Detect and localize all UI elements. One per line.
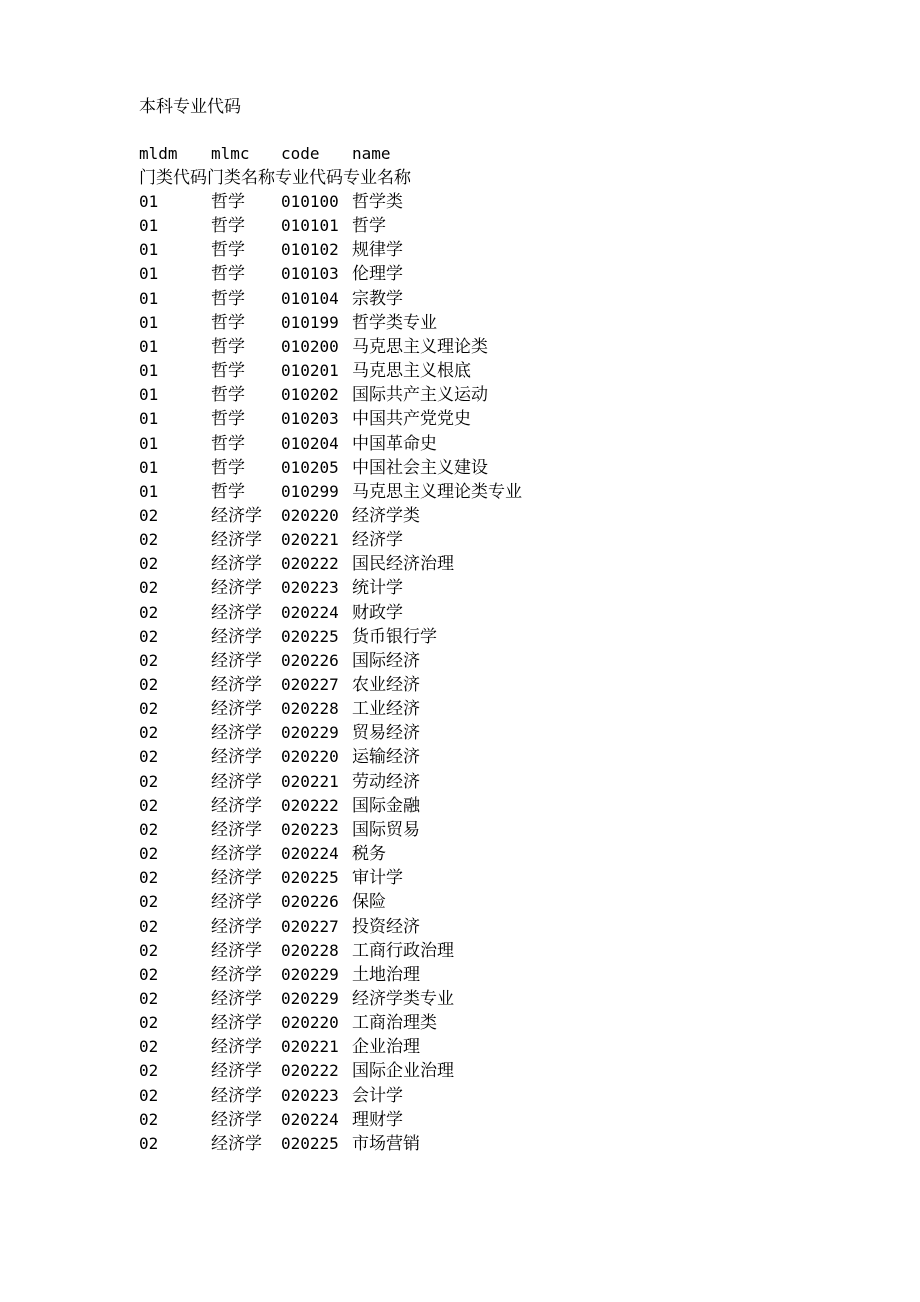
- cell-category-name: 经济学: [211, 602, 262, 623]
- cell-major-name: 马克思主义理论类: [352, 336, 488, 357]
- cell-category-code: 02: [139, 940, 159, 960]
- cell-category-name: 经济学: [211, 819, 262, 840]
- field-header-name: name: [352, 144, 391, 163]
- cell-major-name: 保险: [352, 892, 386, 913]
- cell-major-name: 哲学类: [352, 192, 403, 212]
- cell-major-name: 土地治理: [352, 964, 420, 985]
- cell-category-name: 哲学: [211, 481, 245, 502]
- cn-header-major-name: 专业名称: [343, 168, 411, 188]
- cell-major-name: 马克思主义根底: [352, 361, 471, 381]
- cell-major-code: 020225: [281, 1133, 339, 1153]
- cell-category-name: 哲学: [211, 312, 245, 333]
- cell-category-code: 02: [139, 602, 159, 622]
- cell-category-code: 01: [139, 361, 159, 380]
- cell-major-name: 国际金融: [352, 795, 420, 816]
- cell-major-code: 020221: [281, 771, 339, 791]
- cell-major-name: 国际企业治理: [352, 1061, 454, 1082]
- cell-major-name: 企业治理: [352, 1037, 420, 1058]
- cn-header-category-code: 门类代码: [139, 168, 207, 188]
- cell-major-code: 020222: [281, 1061, 339, 1081]
- cell-major-code: 020224: [281, 602, 339, 622]
- cell-category-name: 经济学: [211, 988, 262, 1009]
- cell-major-code: 020223: [281, 819, 339, 839]
- cell-major-name: 哲学: [352, 216, 386, 237]
- cell-category-name: 经济学: [211, 578, 262, 599]
- cell-major-code: 010205: [281, 457, 339, 477]
- cell-major-name: 运输经济: [352, 747, 420, 768]
- cell-major-name: 宗教学: [352, 288, 403, 309]
- cell-category-code: 02: [139, 626, 159, 646]
- cell-major-name: 国民经济治理: [352, 554, 454, 575]
- cell-major-code: 010103: [281, 264, 339, 284]
- cell-major-name: 劳动经济: [352, 771, 420, 792]
- cell-category-code: 01: [139, 481, 159, 501]
- cell-major-name: 经济学类: [352, 505, 420, 526]
- cell-category-code: 02: [139, 916, 159, 936]
- cell-major-name: 市场营销: [352, 1133, 420, 1154]
- cell-category-name: 经济学: [211, 1061, 262, 1082]
- cell-category-name: 哲学: [211, 192, 245, 212]
- cell-category-name: 哲学: [211, 457, 245, 478]
- cell-major-code: 020220: [281, 1013, 339, 1033]
- cell-category-name: 哲学: [211, 336, 245, 357]
- cell-major-code: 020228: [281, 699, 339, 719]
- cell-major-code: 020222: [281, 795, 339, 815]
- cell-major-code: 020220: [281, 505, 339, 525]
- cell-major-code: 010204: [281, 433, 339, 453]
- cell-category-code: 01: [139, 433, 159, 453]
- cell-category-code: 02: [139, 964, 159, 984]
- cell-category-code: 02: [139, 844, 159, 863]
- cell-major-code: 020223: [281, 578, 339, 598]
- cell-category-name: 哲学: [211, 361, 245, 381]
- cell-major-name: 国际经济: [352, 650, 420, 671]
- cell-major-code: 020229: [281, 964, 339, 984]
- cell-category-code: 02: [139, 771, 159, 791]
- cell-category-name: 经济学: [211, 505, 262, 526]
- cell-category-name: 哲学: [211, 409, 245, 430]
- cell-category-name: 哲学: [211, 240, 245, 261]
- cell-major-code: 020228: [281, 940, 339, 960]
- cell-category-code: 02: [139, 675, 159, 694]
- cell-category-code: 02: [139, 1109, 159, 1129]
- cell-category-name: 经济学: [211, 940, 262, 961]
- cell-category-name: 经济学: [211, 771, 262, 792]
- cell-category-code: 02: [139, 723, 159, 743]
- cell-major-code: 020224: [281, 1109, 339, 1129]
- cell-category-name: 经济学: [211, 1013, 262, 1034]
- cell-category-name: 经济学: [211, 554, 262, 575]
- cn-header-category-name: 门类名称: [207, 168, 275, 188]
- cell-major-code: 020222: [281, 554, 339, 574]
- cell-category-code: 02: [139, 530, 159, 550]
- cell-major-name: 中国社会主义建设: [352, 457, 488, 478]
- cell-major-code: 020223: [281, 1085, 339, 1105]
- cell-major-name: 贸易经济: [352, 723, 420, 744]
- cell-category-code: 02: [139, 892, 159, 912]
- cell-major-name: 中国革命史: [352, 433, 437, 454]
- cell-category-code: 01: [139, 336, 159, 356]
- cell-category-code: 02: [139, 1085, 159, 1105]
- cell-category-name: 经济学: [211, 844, 262, 864]
- cell-major-code: 010100: [281, 192, 339, 211]
- field-header-code: code: [281, 144, 320, 163]
- cell-major-name: 工业经济: [352, 699, 420, 720]
- cell-major-name: 财政学: [352, 602, 403, 623]
- cell-category-code: 02: [139, 795, 159, 815]
- cell-major-name: 会计学: [352, 1085, 403, 1106]
- cell-category-name: 经济学: [211, 868, 262, 889]
- cell-category-name: 经济学: [211, 626, 262, 647]
- cell-major-code: 010104: [281, 288, 339, 308]
- cell-category-code: 02: [139, 819, 159, 839]
- cell-category-name: 哲学: [211, 216, 245, 237]
- cell-major-name: 货币银行学: [352, 626, 437, 647]
- cell-major-code: 020221: [281, 530, 339, 550]
- cell-major-name: 审计学: [352, 868, 403, 889]
- cell-major-code: 010299: [281, 481, 339, 501]
- cell-category-name: 经济学: [211, 530, 262, 551]
- cell-category-code: 02: [139, 868, 159, 888]
- cell-major-code: 020225: [281, 626, 339, 646]
- cell-category-code: 01: [139, 288, 159, 308]
- cell-major-name: 马克思主义理论类专业: [352, 481, 522, 502]
- cell-category-name: 哲学: [211, 288, 245, 309]
- cell-major-code: 020229: [281, 723, 339, 743]
- cell-major-code: 010101: [281, 216, 339, 236]
- cell-category-code: 02: [139, 554, 159, 574]
- cell-category-code: 01: [139, 216, 159, 236]
- cell-major-name: 统计学: [352, 578, 403, 599]
- cell-category-name: 经济学: [211, 747, 262, 768]
- cell-category-code: 02: [139, 650, 159, 670]
- cell-major-code: 020226: [281, 892, 339, 912]
- cell-category-name: 哲学: [211, 264, 245, 285]
- cell-major-code: 020221: [281, 1037, 339, 1057]
- cell-category-code: 02: [139, 505, 159, 525]
- cell-major-name: 经济学类专业: [352, 988, 454, 1009]
- cell-category-name: 经济学: [211, 892, 262, 913]
- cell-major-name: 伦理学: [352, 264, 403, 285]
- cell-major-name: 农业经济: [352, 675, 420, 695]
- cell-major-name: 国际贸易: [352, 819, 420, 840]
- cell-major-name: 工商治理类: [352, 1013, 437, 1034]
- cell-category-code: 02: [139, 747, 159, 767]
- document-title: 本科专业代码: [139, 97, 241, 117]
- field-header-mlmc: mlmc: [211, 144, 250, 163]
- cell-major-name: 中国共产党党史: [352, 409, 471, 430]
- cell-category-code: 02: [139, 1037, 159, 1057]
- cell-category-name: 经济学: [211, 675, 262, 695]
- cell-category-code: 02: [139, 1013, 159, 1033]
- cell-category-name: 经济学: [211, 1109, 262, 1130]
- cell-major-code: 010203: [281, 409, 339, 429]
- cell-major-name: 规律学: [352, 240, 403, 261]
- cell-category-name: 哲学: [211, 433, 245, 454]
- cell-major-name: 投资经济: [352, 916, 420, 937]
- cell-category-name: 经济学: [211, 650, 262, 671]
- cell-major-code: 010199: [281, 312, 339, 332]
- cell-category-code: 02: [139, 1133, 159, 1153]
- cell-category-name: 哲学: [211, 385, 245, 406]
- cell-major-code: 010201: [281, 361, 339, 380]
- cell-category-code: 01: [139, 457, 159, 477]
- cell-category-name: 经济学: [211, 1037, 262, 1058]
- cell-category-code: 02: [139, 1061, 159, 1081]
- cell-category-name: 经济学: [211, 795, 262, 816]
- cell-category-code: 01: [139, 385, 159, 405]
- cell-category-code: 01: [139, 240, 159, 260]
- cell-category-name: 经济学: [211, 916, 262, 937]
- cell-major-code: 020220: [281, 747, 339, 767]
- cell-major-code: 020229: [281, 988, 339, 1008]
- cell-major-name: 哲学类专业: [352, 312, 437, 333]
- cell-major-code: 020226: [281, 650, 339, 670]
- cell-category-code: 02: [139, 578, 159, 598]
- cell-category-code: 01: [139, 192, 159, 211]
- cell-category-name: 经济学: [211, 964, 262, 985]
- cell-major-name: 国际共产主义运动: [352, 385, 488, 406]
- cn-header-major-code: 专业代码: [275, 168, 343, 188]
- cell-category-code: 01: [139, 409, 159, 429]
- cell-major-name: 税务: [352, 844, 386, 864]
- cell-category-code: 02: [139, 988, 159, 1008]
- cell-major-code: 020227: [281, 916, 339, 936]
- cell-major-name: 经济学: [352, 530, 403, 551]
- cell-category-name: 经济学: [211, 723, 262, 744]
- cell-category-code: 02: [139, 699, 159, 719]
- cell-major-name: 理财学: [352, 1109, 403, 1130]
- cell-major-code: 010202: [281, 385, 339, 405]
- field-header-mldm: mldm: [139, 144, 178, 163]
- cell-major-name: 工商行政治理: [352, 940, 454, 961]
- cell-major-code: 010200: [281, 336, 339, 356]
- cell-major-code: 010102: [281, 240, 339, 260]
- cell-category-name: 经济学: [211, 1085, 262, 1106]
- cell-major-code: 020227: [281, 675, 339, 694]
- cell-category-code: 01: [139, 312, 159, 332]
- cell-major-code: 020224: [281, 844, 339, 863]
- cn-header-row: [139, 166, 411, 190]
- cell-category-name: 经济学: [211, 699, 262, 720]
- cell-category-code: 01: [139, 264, 159, 284]
- cell-category-name: 经济学: [211, 1133, 262, 1154]
- cell-major-code: 020225: [281, 868, 339, 888]
